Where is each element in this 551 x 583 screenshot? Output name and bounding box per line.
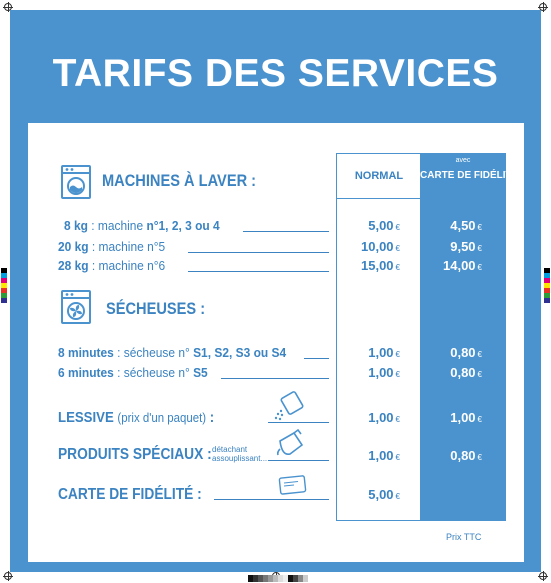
washer-row-3-label: 28 kg : machine n°6	[58, 258, 166, 273]
detergent-leader	[268, 422, 329, 423]
detergent-bottle-icon	[274, 429, 308, 459]
washer-row-1-label: 8 kg : machine n°1, 2, 3 ou 4	[64, 218, 220, 233]
loyalty-card-label: CARTE DE FIDÉLITÉ :	[58, 486, 202, 503]
dryer-row-1-leader	[304, 358, 329, 359]
price-panel	[10, 10, 541, 572]
washer-row-2-fidelity-price: 9,50 €	[450, 239, 482, 254]
fidelity-price-column	[420, 153, 519, 521]
loyalty-card-normal-price: 5,00 €	[368, 487, 400, 502]
washer-row-3-leader	[188, 271, 329, 272]
washer-row-1-leader	[243, 231, 329, 232]
dryers-heading: SÉCHEUSES :	[106, 299, 206, 318]
detergent-label: LESSIVE (prix d'un paquet) :	[58, 409, 215, 426]
column-header-normal: NORMAL	[354, 170, 404, 182]
special-products-fidelity-price: 0,80 €	[450, 448, 482, 463]
loyalty-card-icon	[278, 475, 308, 497]
column-header-fidelity: CARTE DE FIDÉLITÉ	[420, 170, 519, 181]
dryer-row-1-normal-price: 1,00 €	[368, 345, 400, 360]
normal-price-column	[336, 153, 422, 521]
page-title: TARIFS DES SERVICES	[52, 52, 499, 95]
dryer-row-1-label: 8 minutes : sécheuse n° S1, S2, S3 ou S4	[58, 345, 287, 360]
footer-note: Prix TTC	[446, 532, 482, 542]
color-bar-left	[1, 268, 7, 303]
column-header-fidelity-prefix: avec	[455, 157, 471, 164]
detergent-fidelity-price: 1,00 €	[450, 410, 482, 425]
dryer-row-1-fidelity-price: 0,80 €	[450, 345, 482, 360]
special-products-leader	[268, 460, 329, 461]
special-products-normal-price: 1,00 €	[368, 448, 400, 463]
washer-row-2-normal-price: 10,00 €	[361, 239, 400, 254]
washer-row-1-fidelity-price: 4,50 €	[450, 218, 482, 233]
dryer-row-2-label: 6 minutes : sécheuse n° S5	[58, 365, 208, 380]
washer-row-1-normal-price: 5,00 €	[368, 218, 400, 233]
washer-row-3-normal-price: 15,00 €	[361, 258, 400, 273]
registration-mark-bottom-right	[539, 572, 547, 580]
washer-row-3-fidelity-price: 14,00 €	[443, 258, 482, 273]
color-bar-right	[544, 268, 550, 303]
washing-machine-icon	[61, 165, 91, 199]
detergent-box-icon	[270, 391, 306, 421]
loyalty-card-leader	[214, 499, 329, 500]
special-products-detail: détachant assouplissant...	[212, 445, 268, 463]
washers-heading: MACHINES À LAVER :	[102, 171, 257, 190]
gray-scale-bar	[248, 575, 308, 582]
dryer-row-2-fidelity-price: 0,80 €	[450, 365, 482, 380]
washer-row-2-leader	[188, 252, 329, 253]
special-products-label: PRODUITS SPÉCIAUX :	[58, 446, 212, 463]
detergent-normal-price: 1,00 €	[368, 410, 400, 425]
price-card	[28, 123, 524, 562]
washer-row-2-label: 20 kg : machine n°5	[58, 239, 166, 254]
dryer-row-2-normal-price: 1,00 €	[368, 365, 400, 380]
dryer-row-2-leader	[221, 378, 329, 379]
dryer-fan-icon	[61, 290, 91, 324]
registration-mark-bottom-left	[4, 572, 12, 580]
